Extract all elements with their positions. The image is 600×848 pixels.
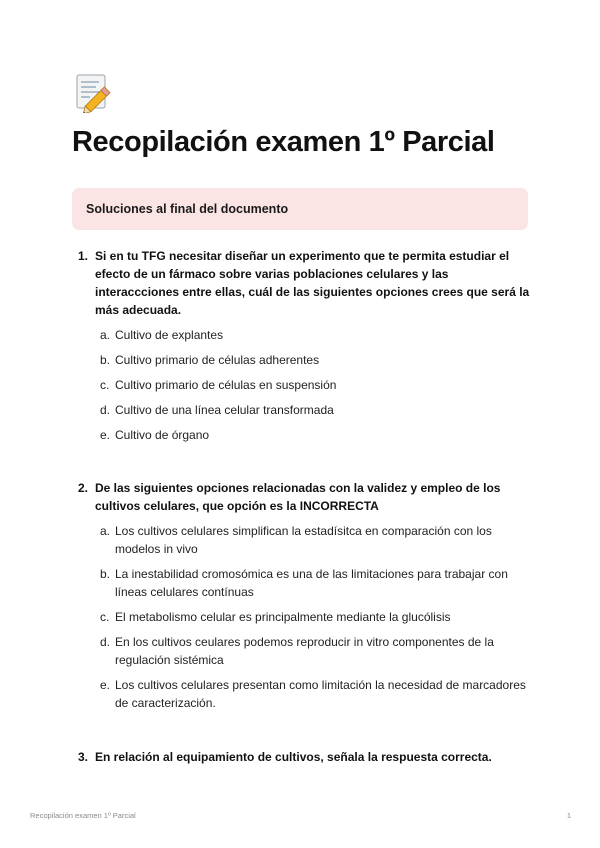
option-text: La inestabilidad cromosómica es una de las limitaciones para trabajar con líneas celulares contínuas [115,567,508,599]
question-text: Si en tu TFG necesitar diseñar un experimento que te permita estudiar el efecto de un fármaco sobre varias poblaciones celulares y las interaccciones entre ellas, cuál de las siguientes opciones crees que será la más adecuada. [95,249,530,317]
option-text: Los cultivos celulares presentan como limitación la necesidad de marcadores de caracterización. [115,678,526,710]
option-2b [72,565,530,601]
option-2a [72,522,530,558]
page-number: 1 [566,811,571,820]
option-2c [72,608,530,626]
page-title: Recopilación examen 1º Parcial [72,126,495,158]
option-1b [72,351,530,369]
option-text: Cultivo primario de células en suspensión [115,378,337,392]
option-2d [72,633,530,669]
question-text: En relación al equipamiento de cultivos, señala la respuesta correcta. [95,750,492,764]
question-number: 1. [78,249,89,263]
option-text: Cultivo primario de células adherentes [115,353,320,367]
option-letter: e. [100,678,111,692]
option-letter: a. [100,524,111,538]
option-1e [72,426,530,444]
option-text: Cultivo de explantes [115,328,224,342]
option-letter: d. [100,403,111,417]
option-1a [72,326,530,344]
option-text: El metabolismo celular es principalmente mediante la glucólisis [115,610,451,624]
question-1-prompt [72,247,530,319]
question-2-prompt [72,479,530,515]
question-3-prompt [72,748,530,766]
option-text: Los cultivos celulares simplifican la estadísitca en comparación con los modelos in vivo [115,524,492,556]
question-1-options [72,326,530,444]
option-letter: c. [100,378,110,392]
option-letter: b. [100,353,111,367]
question-number: 2. [78,481,89,495]
question-1 [72,247,530,444]
question-2-options [72,522,530,712]
option-letter: c. [100,610,110,624]
option-letter: e. [100,428,111,442]
footer-title: Recopilación examen 1º Parcial [30,811,136,820]
option-letter: d. [100,635,111,649]
option-1c [72,376,530,394]
callout-text: Soluciones al final del documento [86,202,289,216]
option-letter: a. [100,328,111,342]
option-text: Cultivo de una línea celular transformada [115,403,334,417]
option-2e [72,676,530,712]
solutions-callout [72,188,528,230]
option-text: En los cultivos ceulares podemos reproducir in vitro componentes de la regulación sistémica [115,635,494,667]
question-3 [72,748,530,766]
question-text: De las siguientes opciones relacionadas con la validez y empleo de los cultivos celulares, que opción es la INCORRECTA [95,481,501,513]
memo-icon [74,73,114,113]
option-text: Cultivo de órgano [115,428,210,442]
question-2 [72,479,530,712]
question-number: 3. [78,750,89,764]
option-1d [72,401,530,419]
option-letter: b. [100,567,111,581]
